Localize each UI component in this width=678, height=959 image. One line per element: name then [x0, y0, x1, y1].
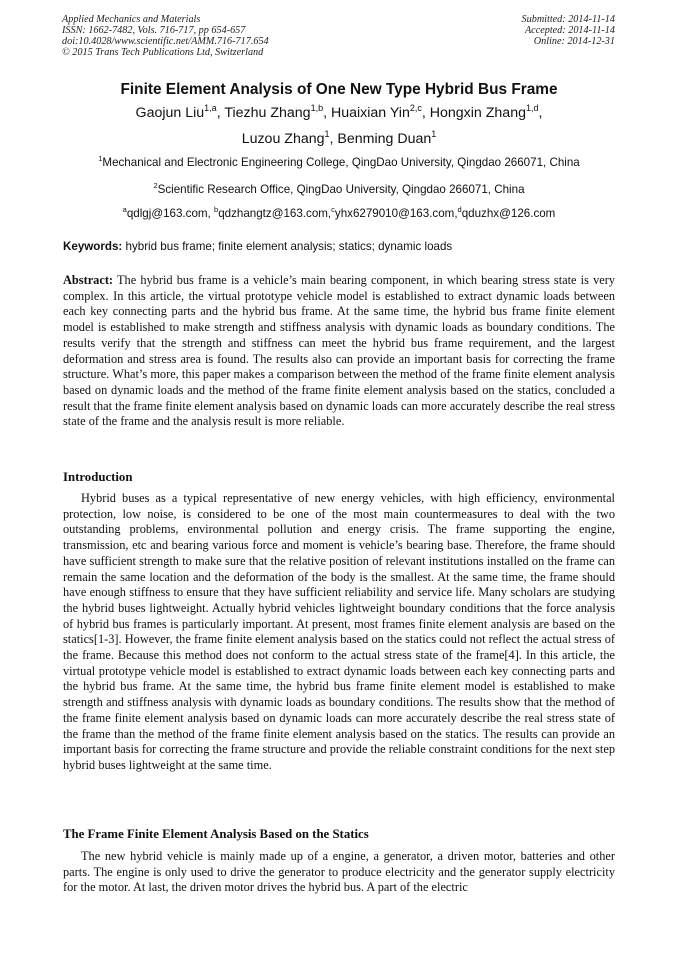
author-sup: 2,c: [409, 103, 422, 113]
email: yhx6279010@163.com,: [334, 207, 458, 220]
author-sup: 1: [324, 129, 330, 139]
author-sup: 1,d: [525, 103, 539, 113]
journal-name: Applied Mechanics and Materials: [62, 14, 201, 25]
submitted-date: Submitted: 2014-11-14: [521, 14, 615, 25]
author-line-2: Luzou Zhang$^1$, Benming Duan$^1$: [241, 129, 437, 147]
author-name: Luzou Zhang: [241, 131, 325, 147]
dates-header: [522, 15, 615, 48]
email: qdlgj@163.com,: [126, 207, 215, 220]
copyright-line: © 2015 Trans Tech Publications Ltd, Switzerland: [62, 46, 264, 58]
doi-line: doi:10.4028/www.scientific.net/AMM.716-717.654: [62, 35, 269, 47]
keywords: [63, 240, 615, 253]
paper-title: Finite Element Analysis of One New Type Hybrid Bus Frame: [120, 81, 558, 98]
affiliation-2: $^2$Scientific Research Office, QingDao University, Qingdao 266071, China: [153, 181, 525, 196]
abstract-label: Abstract:: [63, 273, 114, 287]
keywords-label: Keywords:: [63, 240, 123, 253]
email: qdzhangtz@163.com,: [218, 207, 332, 220]
journal-header: [62, 15, 269, 59]
abstract-text: The hybrid bus frame is a vehicle’s main bearing component, in which bearing stress state is very complex. In this article, the virtual prototype vehicle model is established to extract dynamic loads between each key connecting parts and the hybrid bus frame. At the same time, the hybrid bus frame finite element model is established to make strength and stiffness analysis with dynamic loads as boundary conditions. The results verify that the strength and stiffness can meet the hybrid bus frame requirement, and the largest deformation and stress area is found. The results also can provide an important basis for correcting the frame structure. What’s more, this paper makes a comparison between the method of the frame finite element analysis based on dynamic loads and the method of the frame finite element analysis based on the statics, concluded a result that the frame finite element analysis based on dynamic loads can more accurately describe the real stress state of the frame and the analysis result is more reliable.: [63, 273, 615, 429]
affiliation-1: $^1$Mechanical and Electronic Engineering College, QingDao University, Qingdao 266071, China: [98, 154, 580, 169]
accepted-date: Accepted: 2014-11-14: [524, 24, 615, 36]
section-paragraph: The new hybrid vehicle is mainly made up of a engine, a generator, a driven motor, batteries and other parts. The engine is only used to drive the generator to produce electricity and the generator supply electricity for the motor. At last, the driven motor drives the hybrid bus. A part of the electric: [63, 849, 615, 895]
introduction-paragraph: Hybrid buses as a typical representative of new energy vehicles, with high efficiency, environmental protection, low noise, is considered to be one of the most main countermeasures to deal with the two outstanding problems, environmental pollution and energy crisis. The frame supporting the engine, transmission, etc and bearing various force and moment is vehicle’s bearing base. Therefore, the frame should have sufficient strength to make sure that the relative position of relevant institutions installed on the frame can remain the same location and the deformation of the body is the smallest. At the same time, the frame should have enough stiffness to ensure that they have sufficient reliability and service life. Many scholars are studying the hybrid buses lightweight. Actually hybrid vehicles lightweight boundary conditions that the force analysis of hybrid bus frames is particularly important. At present, most frames finite element analysis are based on the statics[1-3]. However, the frame finite element analysis based on the statics could not reflect the actual stress of the frame. Because this method does not conform to the actual stress state of the frame[4]. In this article, the virtual prototype vehicle model is established to extract dynamic loads between each key connecting parts and the hybrid bus frame. At the same time, the hybrid bus frame finite element model is established to make strength and stiffness analysis with dynamic loads as boundary conditions. The results show that the method of the frame finite element analysis based on dynamic loads can more accurately describe the real stress state of the frame than the method of the frame finite element analysis based on the statics. The results can provide an important basis for correcting the frame structure and provide the reliable constraint conditions for the next step hybrid buses lightweight at the same time.: [63, 491, 615, 772]
author-name: Tiezhu Zhang: [224, 105, 311, 121]
author-emails: $^a$qdlgj@163.com, $^b$qdzhangtz@163.com,$^c$yhx6279010@163.com,$^d$qduzhx@126.com: [122, 205, 556, 220]
author-sup: 1,a: [204, 103, 217, 113]
author-sup: 1,b: [310, 103, 324, 113]
author-name: Gaojun Liu: [135, 105, 205, 121]
email: qduzhx@126.com: [461, 207, 556, 220]
introduction-heading: Introduction: [63, 470, 133, 484]
author-line-1: Gaojun Liu$^{1,a}$, Tiezhu Zhang$^{1,b}$, Huaixian Yin$^{2,c}$, Hongxin Zhang$^{1,d}$,: [135, 103, 543, 121]
author-sup: 1: [431, 129, 437, 139]
section-heading: The Frame Finite Element Analysis Based on the Statics: [63, 827, 369, 841]
online-date: Online: 2014-12-31: [533, 35, 615, 47]
keywords-text: hybrid bus frame; finite element analysis; statics; dynamic loads: [122, 240, 453, 253]
author-name: Huaixian Yin: [330, 105, 410, 121]
issn-line: ISSN: 1662-7482, Vols. 716-717, pp 654-657: [62, 24, 246, 36]
author-name: Hongxin Zhang: [429, 105, 526, 121]
author-name: Benming Duan: [337, 131, 432, 147]
abstract: [63, 273, 615, 430]
